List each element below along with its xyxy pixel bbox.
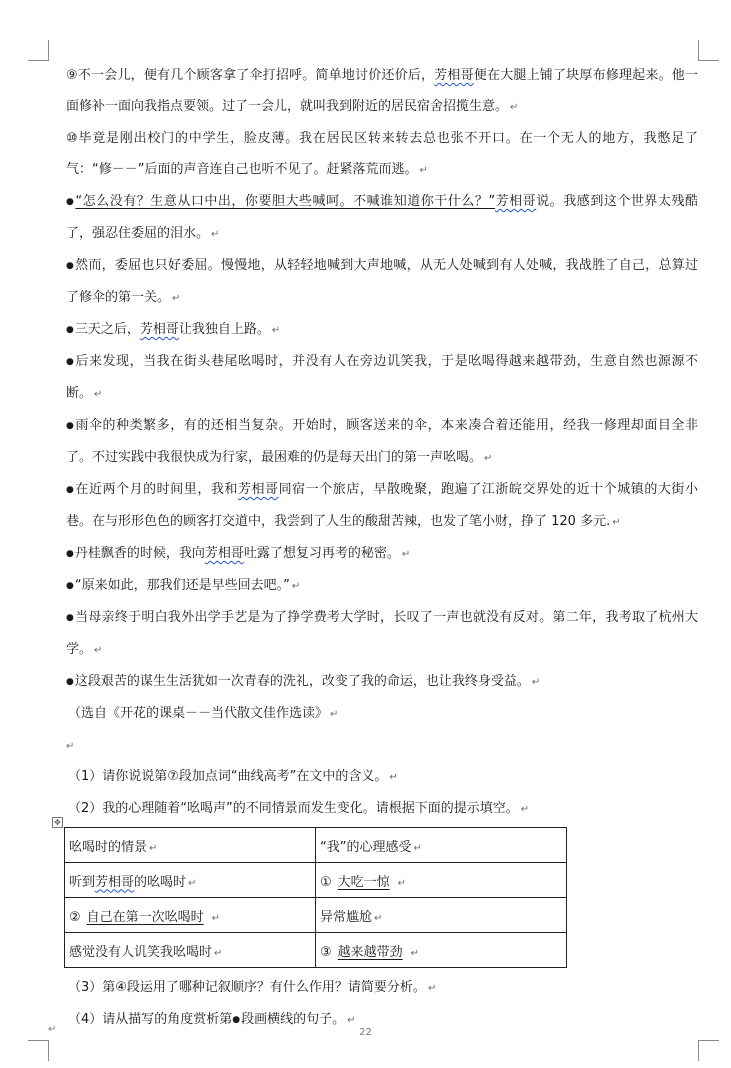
bullet-icon: ● <box>66 677 74 687</box>
bullet-icon: ● <box>66 357 75 367</box>
document-body <box>54 60 698 1036</box>
corner-mark-bottom-left <box>28 1040 49 1061</box>
question-1: （1）请你说说第⑦段加点词“曲线高考”在文中的含义。 ↵ <box>68 769 398 784</box>
paragraph-12: ●然而，委屈也只好委屈。慢慢地，从轻轻地喊到大声地喊，从无人处喊到有人处喊，我战胜了自己，总算过了修伞的第一关。 ↵ <box>66 258 698 305</box>
corner-mark-bottom-right <box>698 1040 719 1061</box>
table-row <box>65 828 567 863</box>
page-number: 22 <box>359 1027 372 1038</box>
paragraph-13: ●三天之后，芳相哥让我独自上路。 ↵ <box>66 322 281 337</box>
bullet-icon: ● <box>66 261 75 271</box>
bullet-icon: ● <box>66 325 74 335</box>
table-cell: 感觉没有人讥笑我吆喝时 ↵ <box>65 933 316 968</box>
bullet-icon: ● <box>66 613 75 623</box>
paragraph-20: ●这段艰苦的谋生生活犹如一次青春的洗礼，改变了我的命运，也让我终身受益。 ↵ <box>66 674 541 689</box>
bullet-icon: ● <box>66 485 75 495</box>
paragraph-19: ●当母亲终于明白我外出学手艺是为了挣学费考大学时，长叹了一声也就没有反对。第二年，我考取了杭州大学。 ↵ <box>66 610 698 657</box>
table-cell: 异常尴尬 ↵ <box>316 898 567 933</box>
answer-table-wrap <box>54 818 698 968</box>
table-cell: ③ 越来越带劲 ↵ <box>316 933 567 968</box>
corner-mark-top-left <box>28 40 49 61</box>
question-3: （3）第④段运用了哪种记叙顺序？有什么作用？请简要分析。 ↵ <box>68 980 437 995</box>
paragraph-15: ●雨伞的种类繁多，有的还相当复杂。开始时，顾客送来的伞，本来凑合着还能用，经我一修理却面目全非了。不过实践中我很快成为行家，最困难的仍是每天出门的第一声吆喝。 ↵ <box>66 418 698 465</box>
table-cell: 吆喝时的情景 ↵ <box>65 828 316 863</box>
paragraph-10: ⑩毕竟是刚出校门的中学生，脸皮薄。我在居民区转来转去总也张不开口。在一个无人的地方，我憋足了气：“修－－”后面的声音连自己也听不见了。赶紧落荒而逃。 ↵ <box>66 131 698 177</box>
paragraph-17: ●丹桂飘香的时候，我向芳相哥吐露了想复习再考的秘密。 ↵ <box>66 546 411 561</box>
paragraph-9: ⑨不一会儿，便有几个顾客拿了伞打招呼。简单地讨价还价后，芳相哥便在大腿上铺了块厚布修理起来。他一面修补一面向我指点要领。过了一会儿，就叫我到附近的居民宿舍招揽生意。 ↵ <box>66 68 698 114</box>
answer-table <box>64 827 567 968</box>
paragraph-18: ●“原来如此，那我们还是早些回去吧。” ↵ <box>66 578 301 593</box>
question-4: （4）请从描写的角度赏析第●段画横线的句子。 ↵ <box>68 1012 356 1027</box>
bottom-paragraph-mark: ↵ <box>48 1024 57 1035</box>
table-cell: 听到芳相哥的吆喝时 ↵ <box>65 863 316 898</box>
table-cell: “我”的心理感受 ↵ <box>316 828 567 863</box>
bullet-icon: ● <box>66 421 75 431</box>
bullet-icon: ● <box>66 581 74 591</box>
question-2: （2）我的心理随着“吆喝声”的不同情景而发生变化。请根据下面的提示填空。 ↵ <box>68 801 530 816</box>
corner-mark-top-right <box>698 40 719 61</box>
bullet-icon: ● <box>66 197 75 207</box>
bullet-icon: ● <box>66 549 74 559</box>
table-move-handle-icon[interactable]: ✥ <box>52 817 63 828</box>
bullet-icon: ● <box>232 1015 241 1025</box>
paragraph-14: ●后来发现，当我在街头巷尾吆喝时，并没有人在旁边讥笑我，于是吆喝得越来越带劲，生意自然也源源不断。 ↵ <box>66 354 698 401</box>
blank-line: ↵ <box>66 741 75 752</box>
table-row <box>65 933 567 968</box>
table-row <box>65 863 567 898</box>
paragraph-16: ●在近两个月的时间里，我和芳相哥同宿一个旅店，早散晚聚，跑遍了江浙皖交界处的近十个城镇的大街小巷。在与形形色色的顾客打交道中，我尝到了人生的酸甜苦辣，也发了笔小财，挣了 120 多元. ↵ <box>66 482 698 529</box>
source-citation: （选自《开花的课桌－－当代散文佳作选读》 ↵ <box>68 706 339 721</box>
paragraph-11: ●“怎么没有？生意从口中出，你要胆大些喊呵。不喊谁知道你干什么？”芳相哥说。我感到这个世界太残酷了，强忍住委屈的泪水。 ↵ <box>66 194 698 241</box>
table-cell: ① 大吃一惊 ↵ <box>316 863 567 898</box>
table-row <box>65 898 567 933</box>
table-cell: ② 自己在第一次吆喝时 ↵ <box>65 898 316 933</box>
